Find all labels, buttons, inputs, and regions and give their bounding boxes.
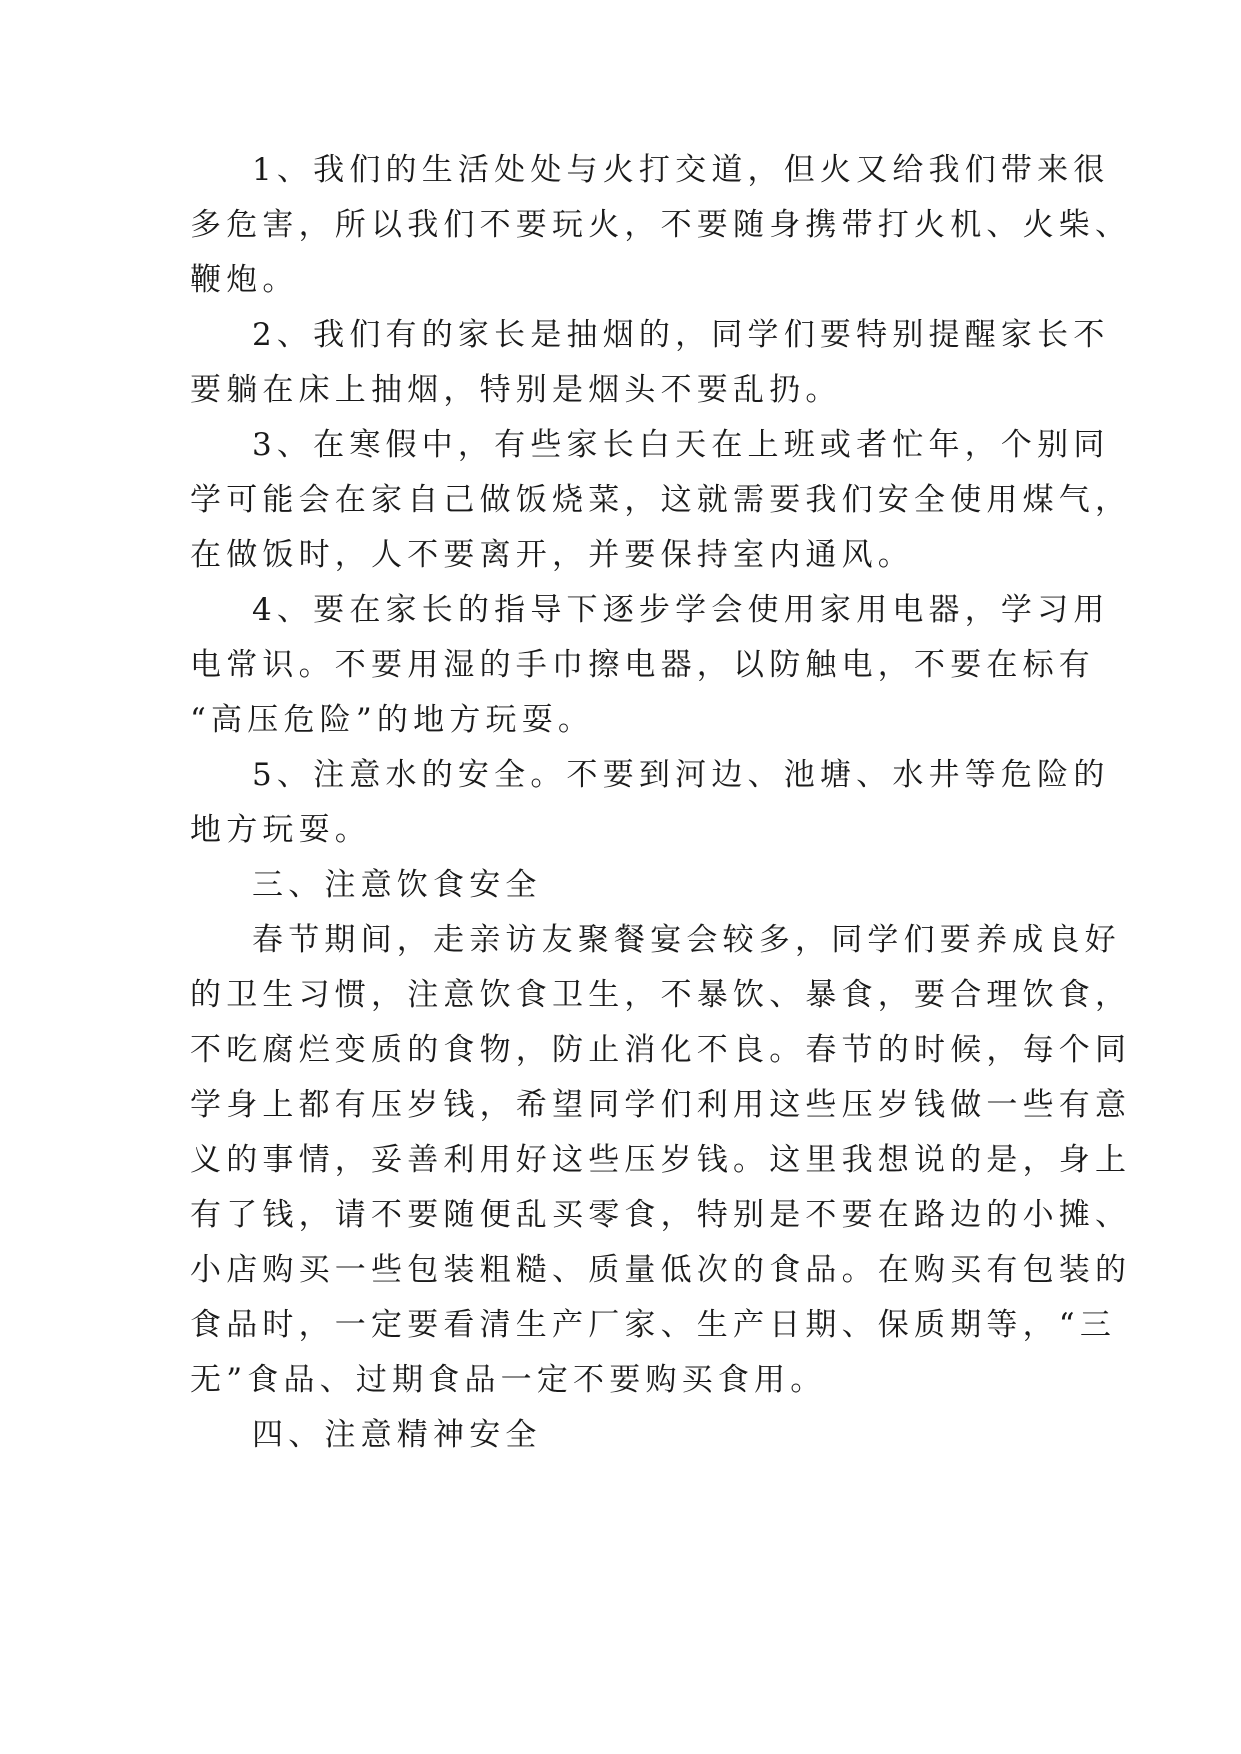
paragraph-5-line-2: 地方玩耍。 xyxy=(190,812,371,848)
paragraph-1-line-1: 1、我们的生活处处与火打交道，但火又给我们带来很 xyxy=(252,152,1110,188)
paragraph-6-line-7: 小店购买一些包装粗糙、质量低次的食品。在购买有包装的 xyxy=(190,1252,1132,1288)
paragraph-6-line-2: 的卫生习惯，注意饮食卫生，不暴饮、暴食，要合理饮食， xyxy=(190,977,1132,1013)
section-heading-mental-safety: 四、注意精神安全 xyxy=(252,1417,542,1453)
paragraph-3-line-3: 在做饭时，人不要离开，并要保持室内通风。 xyxy=(190,537,914,573)
section-heading-food-safety: 三、注意饮食安全 xyxy=(252,867,542,903)
paragraph-6-line-8: 食品时，一定要看清生产厂家、生产日期、保质期等，“三 xyxy=(190,1307,1117,1343)
paragraph-6-line-1: 春节期间，走亲访友聚餐宴会较多，同学们要养成良好 xyxy=(252,922,1121,958)
paragraph-3-line-2: 学可能会在家自己做饭烧菜，这就需要我们安全使用煤气， xyxy=(190,482,1132,518)
paragraph-6-line-5: 义的事情，妥善利用好这些压岁钱。这里我想说的是，身上 xyxy=(190,1142,1132,1178)
paragraph-3-line-1: 3、在寒假中，有些家长白天在上班或者忙年，个别同 xyxy=(252,427,1110,463)
paragraph-2-line-2: 要躺在床上抽烟，特别是烟头不要乱扔。 xyxy=(190,372,842,408)
paragraph-6-line-9: 无”食品、过期食品一定不要购买食用。 xyxy=(190,1362,827,1398)
paragraph-2-line-1: 2、我们有的家长是抽烟的，同学们要特别提醒家长不 xyxy=(252,317,1110,353)
paragraph-1-line-3: 鞭炮。 xyxy=(190,262,299,298)
paragraph-4-line-2: 电常识。不要用湿的手巾擦电器，以防触电，不要在标有 xyxy=(190,647,1095,683)
paragraph-1-line-2: 多危害，所以我们不要玩火，不要随身携带打火机、火柴、 xyxy=(190,207,1132,243)
paragraph-6-line-6: 有了钱，请不要随便乱买零食，特别是不要在路边的小摊、 xyxy=(190,1197,1132,1233)
paragraph-6-line-4: 学身上都有压岁钱，希望同学们利用这些压岁钱做一些有意 xyxy=(190,1087,1132,1123)
paragraph-6-line-3: 不吃腐烂变质的食物，防止消化不良。春节的时候，每个同 xyxy=(190,1032,1132,1068)
paragraph-5-line-1: 5、注意水的安全。不要到河边、池塘、水井等危险的 xyxy=(252,757,1110,793)
paragraph-4-line-3: “高压危险”的地方玩耍。 xyxy=(190,702,595,738)
paragraph-4-line-1: 4、要在家长的指导下逐步学会使用家用电器，学习用 xyxy=(252,592,1110,628)
